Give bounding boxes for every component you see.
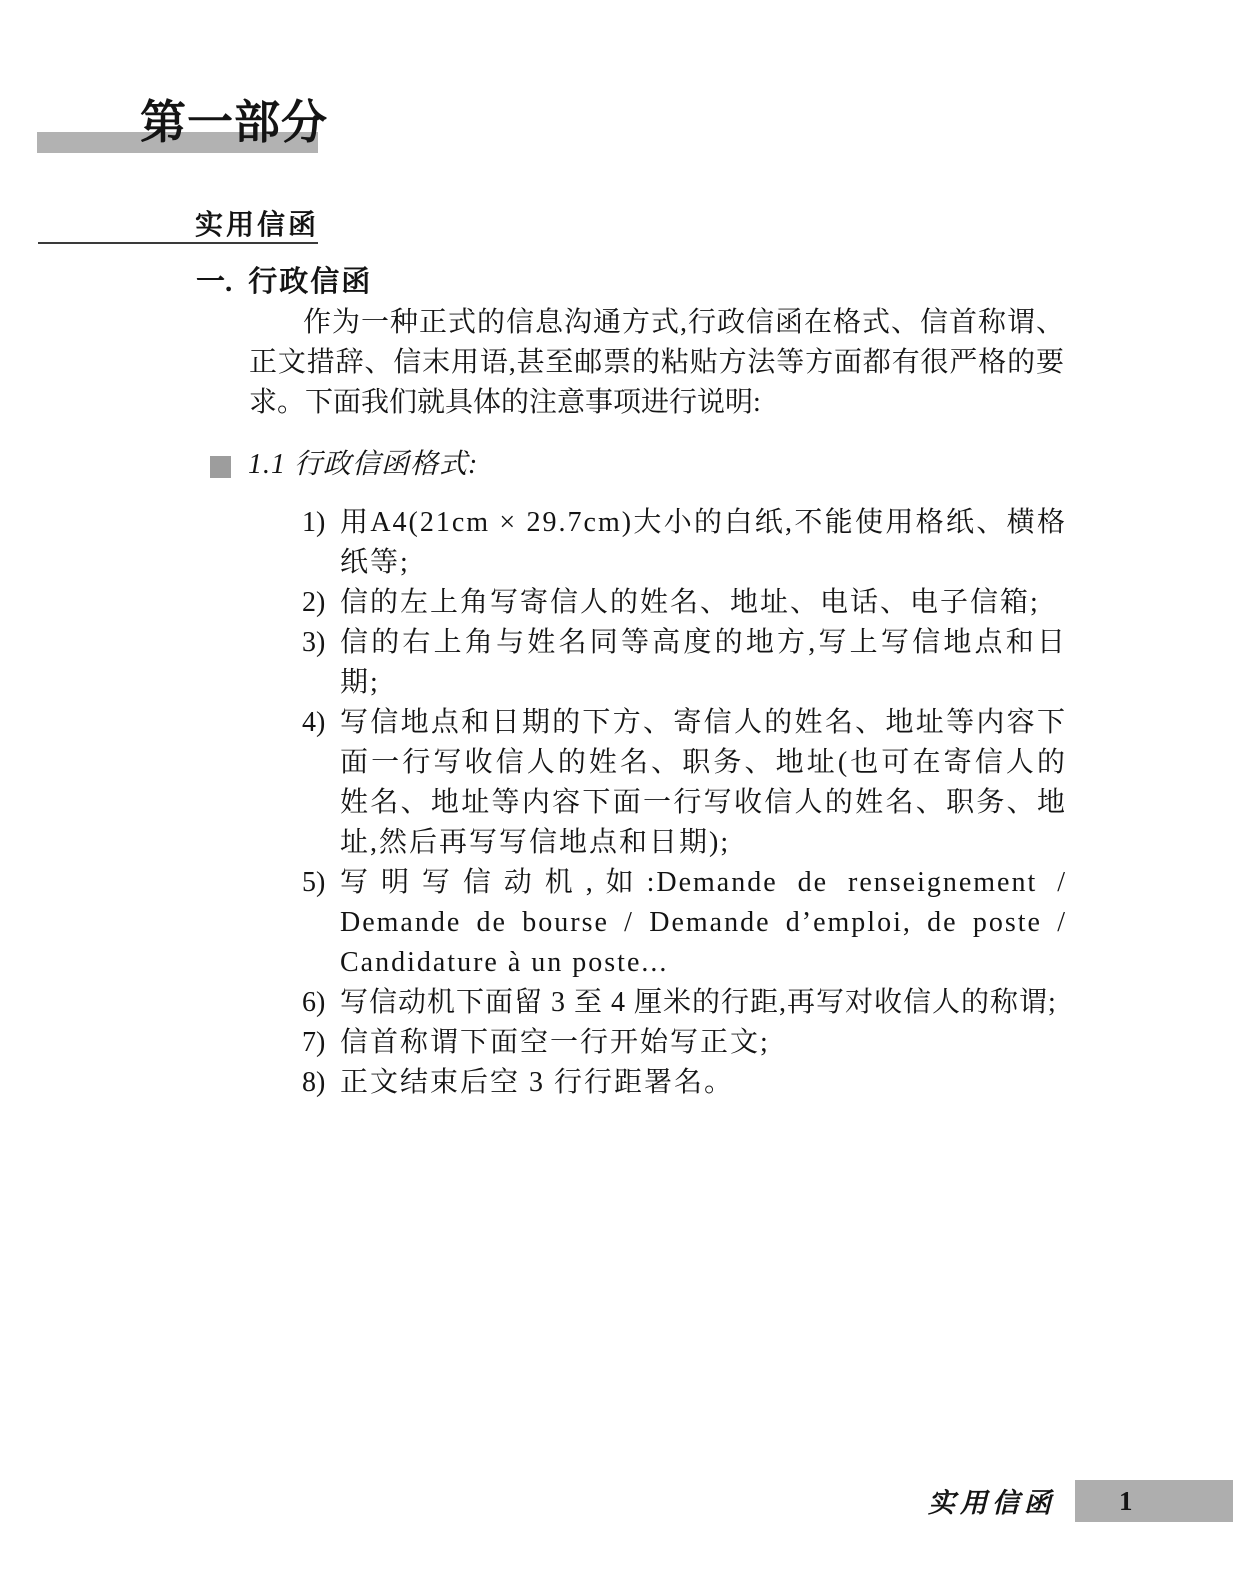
part-title: 第一部分 <box>140 97 328 148</box>
square-bullet-icon <box>210 456 231 478</box>
list-item-number: 4) <box>302 707 326 738</box>
chapter-number: 一. <box>196 266 233 298</box>
list-item <box>302 703 1067 863</box>
list-item <box>302 623 1067 703</box>
list-item <box>302 503 1067 583</box>
intro-paragraph: 作为一种正式的信息沟通方式,行政信函在格式、信首称谓、正文措辞、信末用语,甚至邮票的粘贴方法等方面都有很严格的要求。下面我们就具体的注意事项进行说明: <box>249 307 1064 418</box>
rules-list <box>302 503 1067 1103</box>
list-item-text: 写明写信动机,如:Demande de renseignement / Demande de bourse / Demande d’emploi, de poste / Candidature à un poste... <box>340 867 1067 978</box>
list-item-number: 1) <box>302 507 326 538</box>
list-item-text: 信首称谓下面空一行开始写正文; <box>340 1027 770 1058</box>
list-item <box>302 1023 1067 1063</box>
list-item-text: 正文结束后空 3 行行距署名。 <box>340 1067 735 1098</box>
list-item <box>302 1063 1067 1103</box>
list-item-text: 信的左上角写寄信人的姓名、地址、电话、电子信箱; <box>340 587 1040 618</box>
list-item-number: 3) <box>302 627 326 658</box>
list-item-number: 7) <box>302 1027 326 1058</box>
list-item-number: 8) <box>302 1067 326 1098</box>
section-title: 实用信函 <box>195 209 320 240</box>
list-item-number: 6) <box>302 987 326 1018</box>
section-underline <box>38 242 318 244</box>
footer-section-label: 实用信函 <box>928 1488 1056 1518</box>
chapter-heading <box>196 268 372 297</box>
list-item-text: 写信动机下面留 3 至 4 厘米的行距,再写对收信人的称谓; <box>340 987 1057 1018</box>
page-number-box <box>1075 1480 1233 1522</box>
subsection-label: 1.1 行政信函格式: <box>248 449 479 480</box>
list-item <box>302 983 1067 1023</box>
subsection-heading <box>210 449 478 481</box>
list-item <box>302 583 1067 623</box>
list-item-number: 5) <box>302 867 326 898</box>
page-number: 1 <box>1119 1485 1133 1516</box>
list-item <box>302 863 1067 983</box>
list-item-text: 用A4(21cm × 29.7cm)大小的白纸,不能使用格纸、横格纸等; <box>340 507 1067 578</box>
chapter-title: 行政信函 <box>248 266 373 298</box>
list-item-text: 信的右上角与姓名同等高度的地方,写上写信地点和日期; <box>340 627 1067 698</box>
list-item-text: 写信地点和日期的下方、寄信人的姓名、地址等内容下面一行写收信人的姓名、职务、地址(也可在寄信人的姓名、地址等内容下面一行写收信人的姓名、职务、地址,然后再写写信地点和日期); <box>340 707 1067 858</box>
list-item-number: 2) <box>302 587 326 618</box>
